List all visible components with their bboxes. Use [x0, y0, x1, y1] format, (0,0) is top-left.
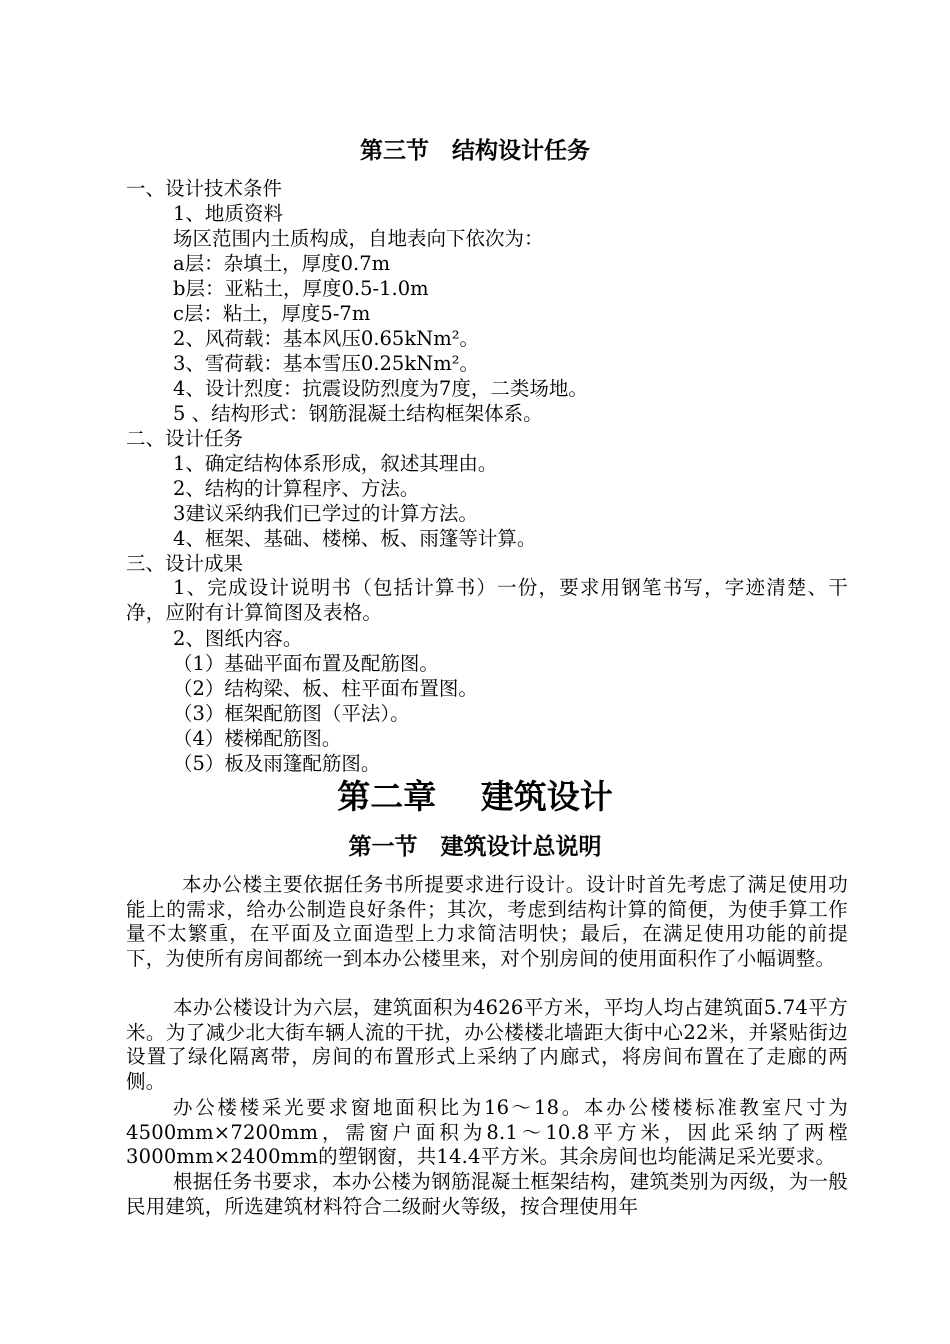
heading-design-conditions: 一、设计技术条件 — [126, 177, 283, 200]
task-4: 4、框架、基础、楼梯、板、雨篷等计算。 — [173, 527, 537, 550]
item-wind-load: 2、风荷载：基本风压0.65kNm²。 — [173, 327, 480, 350]
drawing-2: （2）结构梁、板、柱平面布置图。 — [173, 677, 478, 700]
heading-design-results: 三、设计成果 — [126, 552, 244, 575]
paragraph-4: 根据任务书要求，本办公楼为钢筋混凝土框架结构，建筑类别为丙级，为一般民用建筑，所选建筑材料符合二级耐火等级，按合理使用年 — [126, 1170, 848, 1218]
drawing-3: （3）框架配筋图（平法）。 — [173, 702, 410, 725]
task-2: 2、结构的计算程序、方法。 — [173, 477, 420, 500]
drawing-1: （1）基础平面布置及配筋图。 — [173, 652, 439, 675]
item-layer-c: c层：粘土，厚度5-7m — [173, 302, 371, 325]
drawing-4: （4）楼梯配筋图。 — [173, 727, 342, 750]
item-layer-a: a层：杂填土，厚度0.7m — [173, 252, 391, 275]
paragraph-1: 本办公楼主要依据任务书所提要求进行设计。设计时首先考虑了满足使用功能上的需求，给办公制造良好条件；其次，考虑到结构计算的简便，为使手算工作量不太繁重，在平面及立面造型上力求简洁明快；最后，在满足使用功能的前提下，为使所有房间都统一到本办公楼里来，对个别房间的使用面积作了小幅调整。 — [126, 873, 848, 971]
task-3: 3建议采纳我们已学过的计算方法。 — [173, 502, 478, 525]
drawing-5: （5）板及雨篷配筋图。 — [173, 752, 381, 775]
chapter-2-title: 第二章 建筑设计 — [337, 777, 613, 816]
item-snow-load: 3、雪荷载：基本雪压0.25kNm²。 — [173, 352, 480, 375]
drawings-heading: 2、图纸内容。 — [173, 627, 303, 650]
result-paragraph: 1、完成设计说明书（包括计算书）一份，要求用钢笔书写，字迹清楚、干净，应附有计算简图及表格。 — [126, 576, 848, 624]
task-1: 1、确定结构体系形成，叙述其理由。 — [173, 452, 498, 475]
item-soil-intro: 场区范围内土质构成，自地表向下依次为： — [173, 227, 544, 250]
section-3-title: 第三节 结构设计任务 — [360, 137, 590, 164]
item-layer-b: b层：亚粘土，厚度0.5-1.0m — [173, 277, 429, 300]
item-seismic: 4、设计烈度：抗震设防烈度为7度，二类场地。 — [173, 377, 588, 400]
paragraph-2: 本办公楼设计为六层，建筑面积为4626平方米，平均人均占建筑面5.74平方米。为了减少北大街车辆人流的干扰，办公楼楼北墙距大街中心22米，并紧贴街边设置了绿化隔离带，房间的布置形式上采纳了内廊式，将房间布置在了走廊的两侧。 — [126, 996, 848, 1094]
paragraph-3: 办公楼楼采光要求窗地面积比为16～18。本办公楼楼标准教室尺寸为4500mm×7200mm，需窗户面积为8.1～10.8平方米，因此采纳了两樘3000mm×2400mm的塑钢窗，共14.4平方米。其余房间也均能满足采光要求。 — [126, 1096, 848, 1169]
item-geology: 1、地质资料 — [173, 202, 283, 225]
item-structure-form: 5 、结构形式：钢筋混凝土结构框架体系。 — [173, 402, 543, 425]
heading-design-tasks: 二、设计任务 — [126, 427, 244, 450]
section-1-title: 第一节 建筑设计总说明 — [348, 833, 602, 860]
